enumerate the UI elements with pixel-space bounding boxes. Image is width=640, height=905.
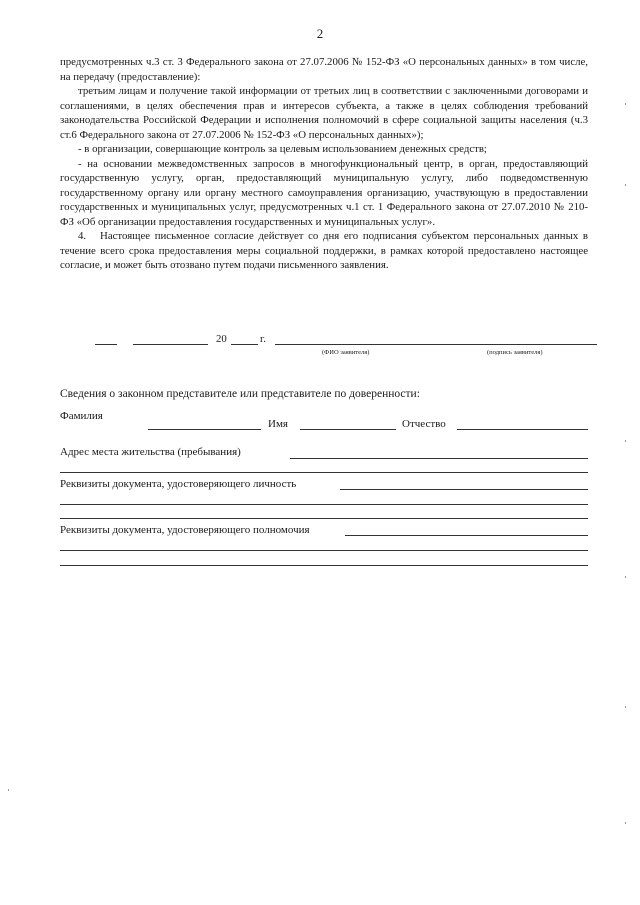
name-label: Имя — [268, 418, 288, 430]
fio-caption: (ФИО заявителя) — [322, 349, 370, 356]
signature-caption: (подпись заявителя) — [487, 349, 543, 356]
address-label: Адрес места жительства (пребывания) — [60, 446, 241, 458]
scan-speck — [625, 576, 626, 578]
address-field-line-2[interactable] — [60, 472, 588, 473]
date-year-line[interactable] — [231, 344, 258, 345]
date-day-line[interactable] — [95, 344, 117, 345]
date-year-suffix: г. — [260, 333, 266, 345]
authority-doc-field[interactable] — [345, 535, 588, 536]
date-year-prefix: 20 — [216, 333, 227, 345]
identity-doc-label: Реквизиты документа, удостоверяющего личность — [60, 478, 297, 490]
identity-doc-field[interactable] — [340, 489, 588, 490]
page-number: 2 — [316, 26, 324, 41]
surname-field[interactable] — [148, 429, 261, 430]
date-month-line[interactable] — [133, 344, 208, 345]
scan-speck — [625, 184, 626, 186]
patronymic-label: Отчество — [402, 418, 446, 430]
identity-doc-field-line-2[interactable] — [60, 504, 588, 505]
authority-doc-label: Реквизиты документа, удостоверяющего полномочия — [60, 524, 310, 536]
identity-doc-field-line-3[interactable] — [60, 518, 588, 519]
name-field[interactable] — [300, 429, 396, 430]
scan-speck — [625, 440, 626, 442]
paragraph-third-parties: третьим лицам и получение такой информации от третьих лиц в соответствии с заключенными договорами и соглашениями, в целях обеспечения прав и интересов субъекта, а также в целях соблюдения требований законодательства Российской Федерации и исполнения полномочий в сфере социальной защиты населения (ч.3 ст.6 Федерального закона от 27.07.2006 № 152-ФЗ «О персональных данных»); — [60, 85, 588, 141]
authority-doc-field-line-2[interactable] — [60, 550, 588, 551]
signature-row — [0, 333, 640, 363]
fio-and-signature-line[interactable] — [275, 344, 597, 345]
surname-label: Фамилия — [60, 410, 103, 422]
scan-speck — [625, 706, 626, 708]
paragraph-consent-validity: 4. Настоящее письменное согласие действует со дня его подписания субъектом персональных данных в течение всего срока предоставления меры социальной поддержки, в рамках которой предоставлено настоящее согласие, и может быть отозвано путем подачи письменного заявления. — [60, 230, 588, 271]
paragraph-interagency-requests: - на основании межведомственных запросов в многофункциональный центр, в орган, предоставляющий государственную услугу, орган, предоставляющий муниципальную услугу, либо подведомственную государственному органу или органу местного самоуправления организацию, участвующую в предоставлении государственных и муниципальных услуг, предусмотренных ч.1 ст. 1 Федерального закона от 27.07.2010 № 210-ФЗ «Об организации предоставления государственных и муниципальных услуг». — [60, 157, 588, 228]
scan-speck — [8, 789, 9, 791]
consent-body — [60, 55, 588, 273]
representative-title: Сведения о законном представителе или представителе по доверенности: — [60, 388, 420, 400]
address-field[interactable] — [290, 458, 588, 459]
patronymic-field[interactable] — [457, 429, 588, 430]
paragraph-control-organizations: - в организации, совершающие контроль за целевым использованием денежных средств; — [78, 143, 487, 155]
scan-speck — [625, 822, 626, 824]
paragraph-transfer-intro: предусмотренных ч.3 ст. 3 Федерального закона от 27.07.2006 № 152-ФЗ «О персональных данных» в том числе, на передачу (предоставление): — [60, 56, 588, 83]
scan-speck — [625, 103, 626, 105]
authority-doc-field-line-3[interactable] — [60, 565, 588, 566]
